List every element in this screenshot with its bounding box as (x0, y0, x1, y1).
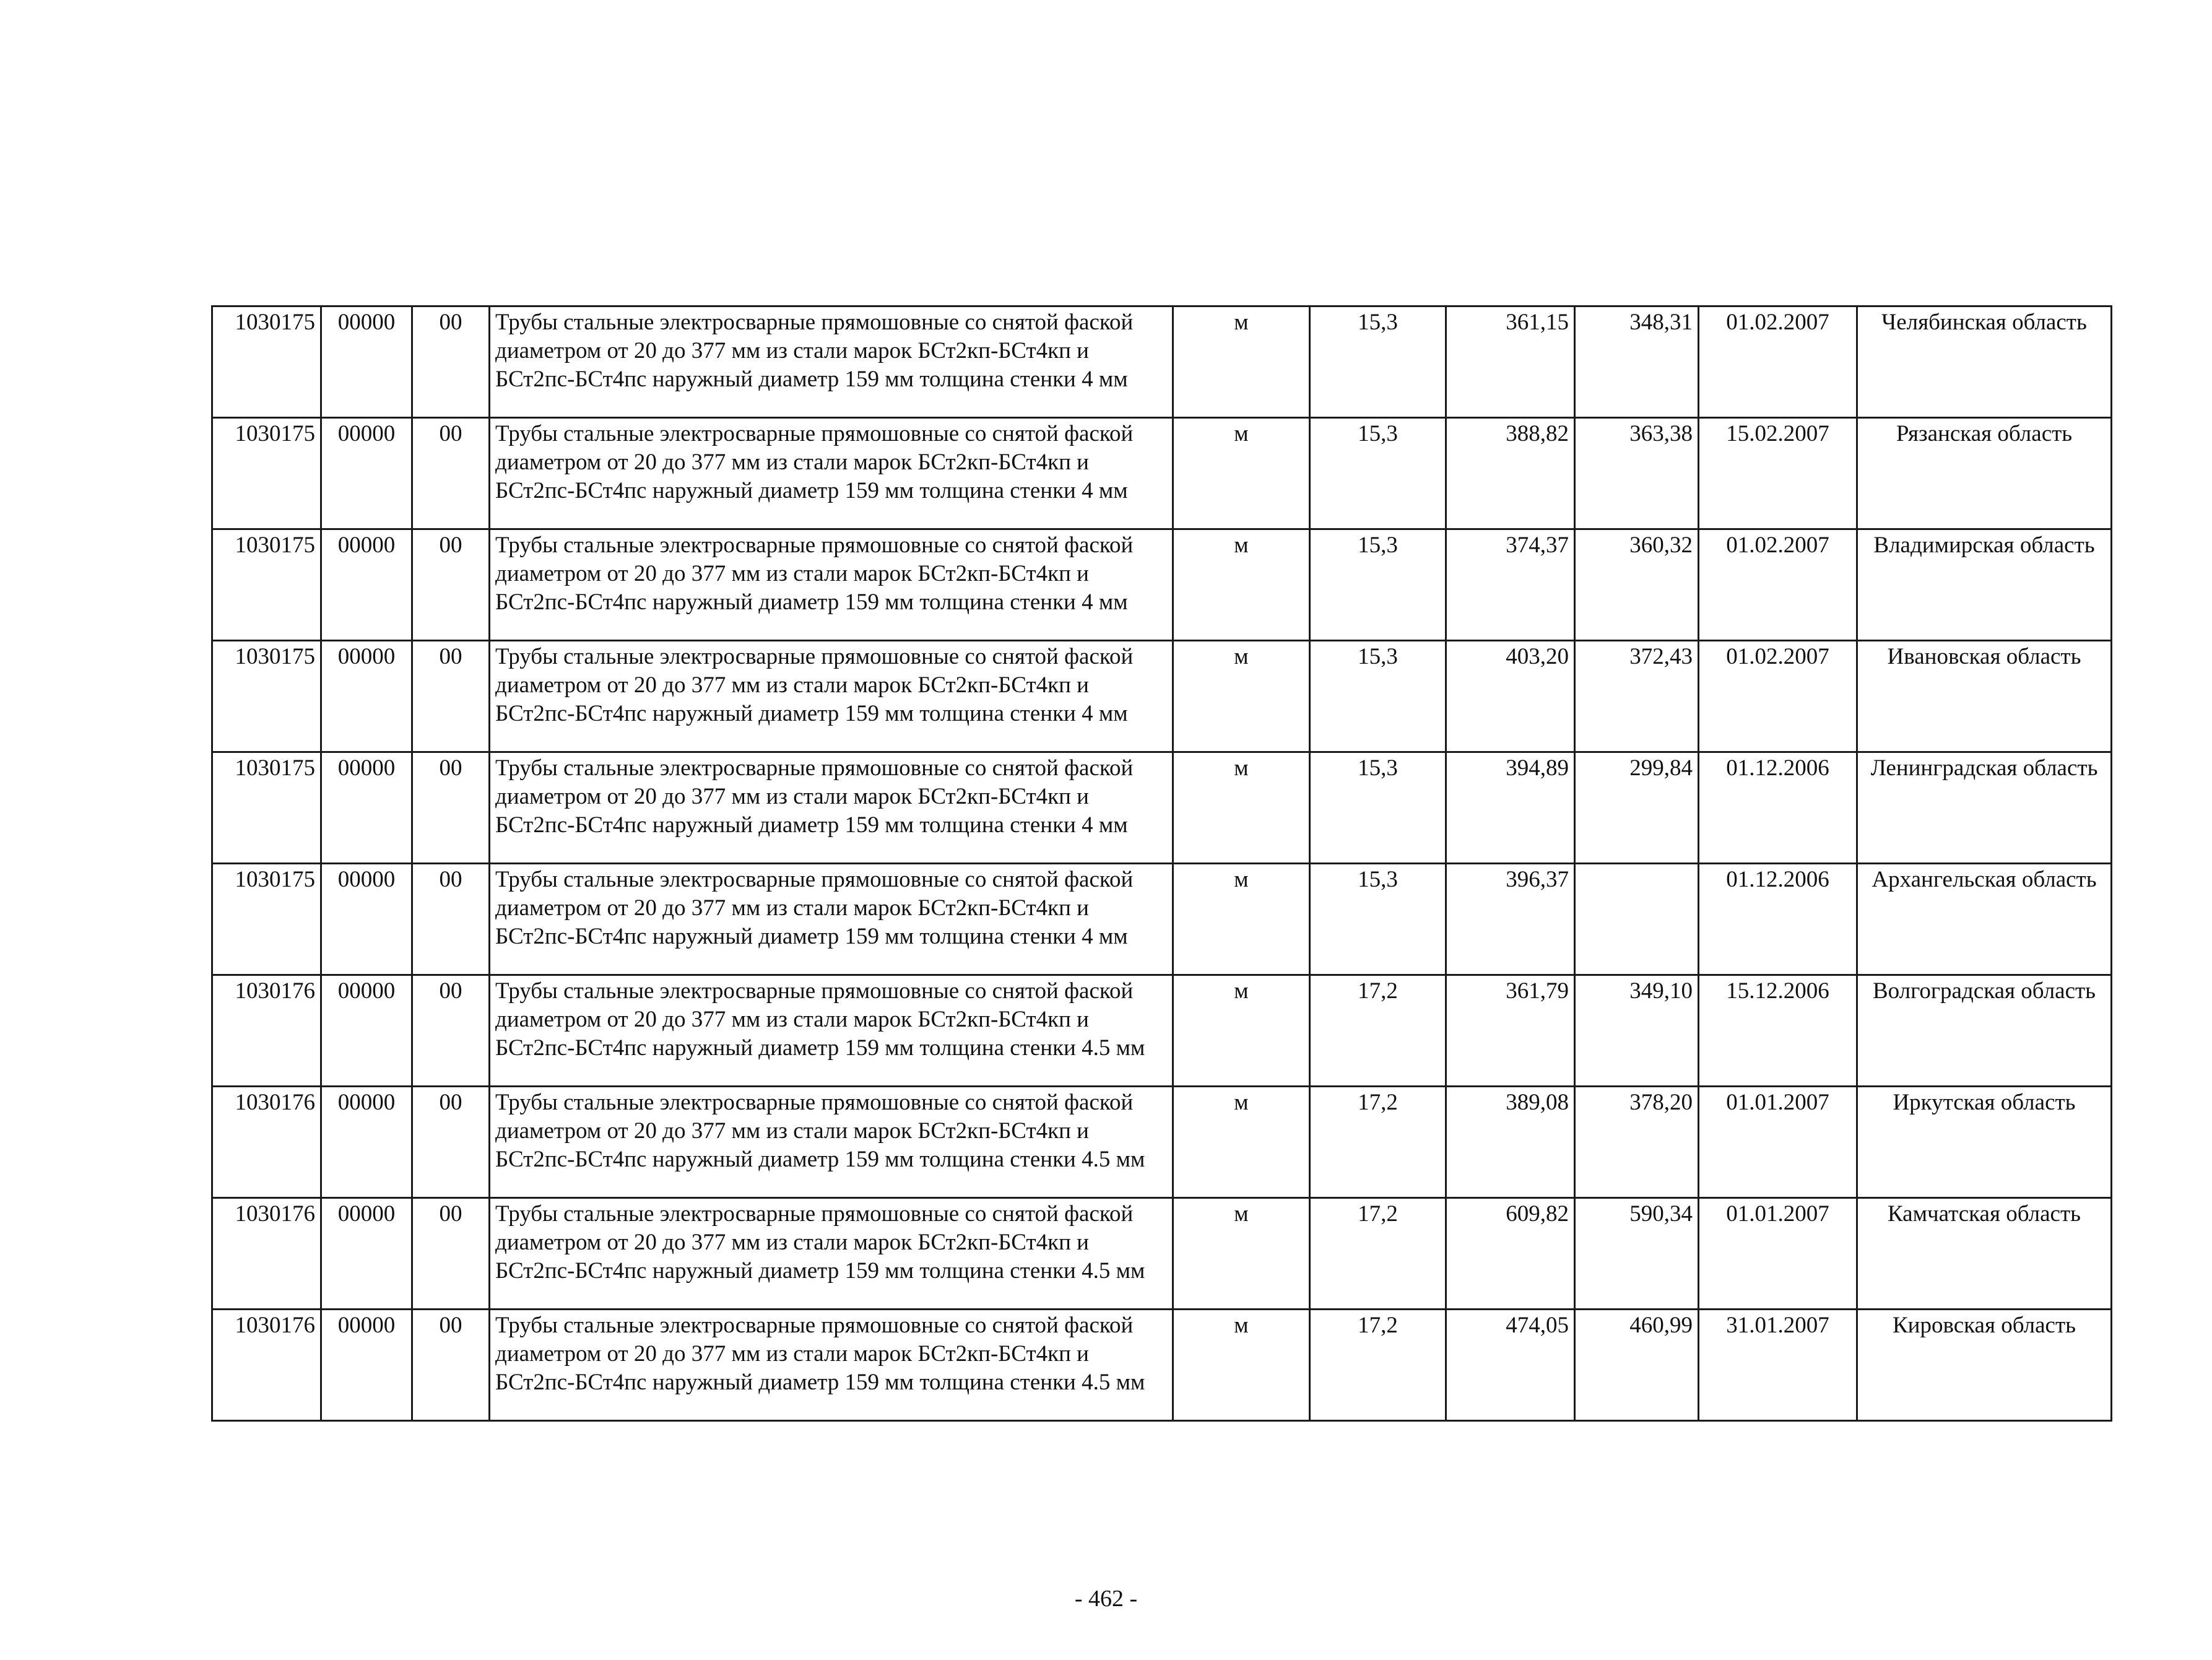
date-cell: 01.12.2006 (1699, 752, 1857, 864)
index-cell: 00 (412, 1198, 490, 1310)
price-cell: 394,89 (1446, 752, 1575, 864)
code-cell: 1030175 (212, 529, 321, 641)
code-cell: 1030175 (212, 418, 321, 529)
subcode-cell: 00000 (321, 418, 412, 529)
description-cell: Трубы стальные электросварные прямошовные со снятой фаской диаметром от 20 до 377 мм из стали марок БСт2кп-БСт4кп и БСт2пс-БСт4пс наружный диаметр 159 мм толщина стенки 4.5 мм (490, 1087, 1173, 1198)
quantity-cell: 15,3 (1310, 418, 1446, 529)
date-cell: 01.01.2007 (1699, 1198, 1857, 1310)
region-cell: Ивановская область (1857, 641, 2112, 752)
index-cell: 00 (412, 1310, 490, 1421)
subcode-cell: 00000 (321, 975, 412, 1087)
unit-cell: м (1173, 1198, 1310, 1310)
subcode-cell: 00000 (321, 529, 412, 641)
unit-cell: м (1173, 975, 1310, 1087)
price-cell: 372,43 (1575, 641, 1699, 752)
index-cell: 00 (412, 752, 490, 864)
price-cell: 388,82 (1446, 418, 1575, 529)
code-cell: 1030176 (212, 975, 321, 1087)
page-number: - 462 - (1074, 1586, 1138, 1612)
unit-cell: м (1173, 306, 1310, 418)
unit-cell: м (1173, 641, 1310, 752)
region-cell: Челябинская область (1857, 306, 2112, 418)
code-cell: 1030176 (212, 1087, 321, 1198)
subcode-cell: 00000 (321, 306, 412, 418)
date-cell: 31.01.2007 (1699, 1310, 1857, 1421)
price-cell: 389,08 (1446, 1087, 1575, 1198)
quantity-cell: 15,3 (1310, 529, 1446, 641)
price-cell: 460,99 (1575, 1310, 1699, 1421)
subcode-cell: 00000 (321, 1198, 412, 1310)
table-row (212, 975, 2112, 1087)
index-cell: 00 (412, 641, 490, 752)
price-cell: 378,20 (1575, 1087, 1699, 1198)
index-cell: 00 (412, 418, 490, 529)
table-row (212, 529, 2112, 641)
unit-cell: м (1173, 1087, 1310, 1198)
quantity-cell: 17,2 (1310, 1087, 1446, 1198)
date-cell: 15.02.2007 (1699, 418, 1857, 529)
price-cell: 609,82 (1446, 1198, 1575, 1310)
date-cell: 01.01.2007 (1699, 1087, 1857, 1198)
table-row (212, 752, 2112, 864)
price-cell: 360,32 (1575, 529, 1699, 641)
code-cell: 1030175 (212, 752, 321, 864)
price-cell: 396,37 (1446, 864, 1575, 975)
unit-cell: м (1173, 752, 1310, 864)
index-cell: 00 (412, 529, 490, 641)
date-cell: 01.12.2006 (1699, 864, 1857, 975)
date-cell: 15.12.2006 (1699, 975, 1857, 1087)
unit-cell: м (1173, 529, 1310, 641)
quantity-cell: 15,3 (1310, 864, 1446, 975)
region-cell: Рязанская область (1857, 418, 2112, 529)
subcode-cell: 00000 (321, 641, 412, 752)
description-cell: Трубы стальные электросварные прямошовные со снятой фаской диаметром от 20 до 377 мм из стали марок БСт2кп-БСт4кп и БСт2пс-БСт4пс наружный диаметр 159 мм толщина стенки 4.5 мм (490, 975, 1173, 1087)
description-cell: Трубы стальные электросварные прямошовные со снятой фаской диаметром от 20 до 377 мм из стали марок БСт2кп-БСт4кп и БСт2пс-БСт4пс наружный диаметр 159 мм толщина стенки 4 мм (490, 306, 1173, 418)
date-cell: 01.02.2007 (1699, 641, 1857, 752)
price-cell: 363,38 (1575, 418, 1699, 529)
code-cell: 1030176 (212, 1310, 321, 1421)
price-cell: 299,84 (1575, 752, 1699, 864)
price-table (211, 305, 2112, 1422)
quantity-cell: 15,3 (1310, 306, 1446, 418)
code-cell: 1030175 (212, 864, 321, 975)
quantity-cell: 15,3 (1310, 641, 1446, 752)
price-cell: 474,05 (1446, 1310, 1575, 1421)
region-cell: Кировская область (1857, 1310, 2112, 1421)
price-cell: 590,34 (1575, 1198, 1699, 1310)
region-cell: Владимирская область (1857, 529, 2112, 641)
index-cell: 00 (412, 975, 490, 1087)
code-cell: 1030175 (212, 641, 321, 752)
table-row (212, 1310, 2112, 1421)
description-cell: Трубы стальные электросварные прямошовные со снятой фаской диаметром от 20 до 377 мм из стали марок БСт2кп-БСт4кп и БСт2пс-БСт4пс наружный диаметр 159 мм толщина стенки 4 мм (490, 418, 1173, 529)
unit-cell: м (1173, 418, 1310, 529)
table-row (212, 306, 2112, 418)
region-cell: Архангельская область (1857, 864, 2112, 975)
region-cell: Ленинградская область (1857, 752, 2112, 864)
subcode-cell: 00000 (321, 1310, 412, 1421)
description-cell: Трубы стальные электросварные прямошовные со снятой фаской диаметром от 20 до 377 мм из стали марок БСт2кп-БСт4кп и БСт2пс-БСт4пс наружный диаметр 159 мм толщина стенки 4 мм (490, 529, 1173, 641)
description-cell: Трубы стальные электросварные прямошовные со снятой фаской диаметром от 20 до 377 мм из стали марок БСт2кп-БСт4кп и БСт2пс-БСт4пс наружный диаметр 159 мм толщина стенки 4 мм (490, 752, 1173, 864)
price-cell: 348,31 (1575, 306, 1699, 418)
region-cell: Камчатская область (1857, 1198, 2112, 1310)
quantity-cell: 15,3 (1310, 752, 1446, 864)
subcode-cell: 00000 (321, 1087, 412, 1198)
index-cell: 00 (412, 306, 490, 418)
region-cell: Иркутская область (1857, 1087, 2112, 1198)
price-cell: 361,15 (1446, 306, 1575, 418)
table-row (212, 1087, 2112, 1198)
description-cell: Трубы стальные электросварные прямошовные со снятой фаской диаметром от 20 до 377 мм из стали марок БСт2кп-БСт4кп и БСт2пс-БСт4пс наружный диаметр 159 мм толщина стенки 4.5 мм (490, 1310, 1173, 1421)
table-row (212, 418, 2112, 529)
code-cell: 1030175 (212, 306, 321, 418)
description-cell: Трубы стальные электросварные прямошовные со снятой фаской диаметром от 20 до 377 мм из стали марок БСт2кп-БСт4кп и БСт2пс-БСт4пс наружный диаметр 159 мм толщина стенки 4.5 мм (490, 1198, 1173, 1310)
unit-cell: м (1173, 1310, 1310, 1421)
quantity-cell: 17,2 (1310, 1310, 1446, 1421)
description-cell: Трубы стальные электросварные прямошовные со снятой фаской диаметром от 20 до 377 мм из стали марок БСт2кп-БСт4кп и БСт2пс-БСт4пс наружный диаметр 159 мм толщина стенки 4 мм (490, 864, 1173, 975)
date-cell: 01.02.2007 (1699, 529, 1857, 641)
quantity-cell: 17,2 (1310, 1198, 1446, 1310)
table-row (212, 641, 2112, 752)
table-row (212, 864, 2112, 975)
quantity-cell: 17,2 (1310, 975, 1446, 1087)
table-row (212, 1198, 2112, 1310)
price-cell: 403,20 (1446, 641, 1575, 752)
code-cell: 1030176 (212, 1198, 321, 1310)
price-cell: 361,79 (1446, 975, 1575, 1087)
description-cell: Трубы стальные электросварные прямошовные со снятой фаской диаметром от 20 до 377 мм из стали марок БСт2кп-БСт4кп и БСт2пс-БСт4пс наружный диаметр 159 мм толщина стенки 4 мм (490, 641, 1173, 752)
region-cell: Волгоградская область (1857, 975, 2112, 1087)
table-body (212, 306, 2112, 1421)
index-cell: 00 (412, 864, 490, 975)
subcode-cell: 00000 (321, 752, 412, 864)
index-cell: 00 (412, 1087, 490, 1198)
price-cell: 374,37 (1446, 529, 1575, 641)
subcode-cell: 00000 (321, 864, 412, 975)
price-cell: 349,10 (1575, 975, 1699, 1087)
unit-cell: м (1173, 864, 1310, 975)
date-cell: 01.02.2007 (1699, 306, 1857, 418)
price-cell (1575, 864, 1699, 975)
